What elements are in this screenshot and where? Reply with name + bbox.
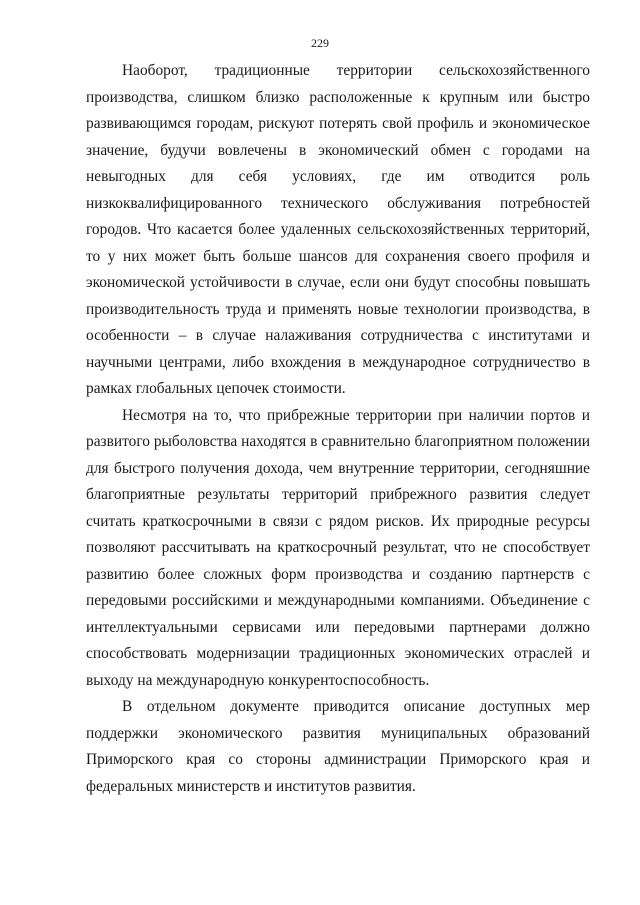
paragraph-coastal-territories: Несмотря на то, что прибрежные территории при наличии портов и развитого рыболовства находятся в сравнительно благоприятном положении для быстрого получения дохода, чем внутренние территории, сегодняшние благоприятные результаты территорий прибрежного развития следует считать краткосрочными в связи с рядом рисков. Их природные ресурсы позволяют рассчитывать на краткосрочный результат, что не способствует развитию более сложных форм производства и созданию партнерств с передовыми российскими и международными компаниями. Объединение с интеллектуальными сервисами или передовыми партнерами должно способствовать модернизации традиционных экономических отраслей и выходу на международную конкурентоспособность. [86, 406, 590, 689]
paragraph-support-measures: В отдельном документе приводится описание доступных мер поддержки экономического развития муниципальных образований Приморского края со стороны администрации Приморского края и федеральных министерств и институтов развития. [86, 698, 590, 795]
document-body [86, 58, 590, 800]
page-number: 229 [311, 36, 329, 50]
paragraph-agricultural-territories: Наоборот, традиционные территории сельскохозяйственного производства, слишком близко расположенные к крупным или быстро развивающимся городам, рискуют потерять свой профиль и экономическое значение, будучи вовлечены в экономический обмен с городами на невыгодных для себя условиях, где им отводится роль низкоквалифицированного технического обслуживания потребностей городов. Что касается более удаленных сельскохозяйственных территорий, то у них может быть больше шансов для сохранения своего профиля и экономической устойчивости в случае, если они будут способны повышать производительность труда и применять новые технологии производства, в особенности – в случае налаживания сотрудничества с институтами и научными центрами, либо вхождения в международное сотрудничество в рамках глобальных цепочек стоимости. [86, 62, 590, 397]
